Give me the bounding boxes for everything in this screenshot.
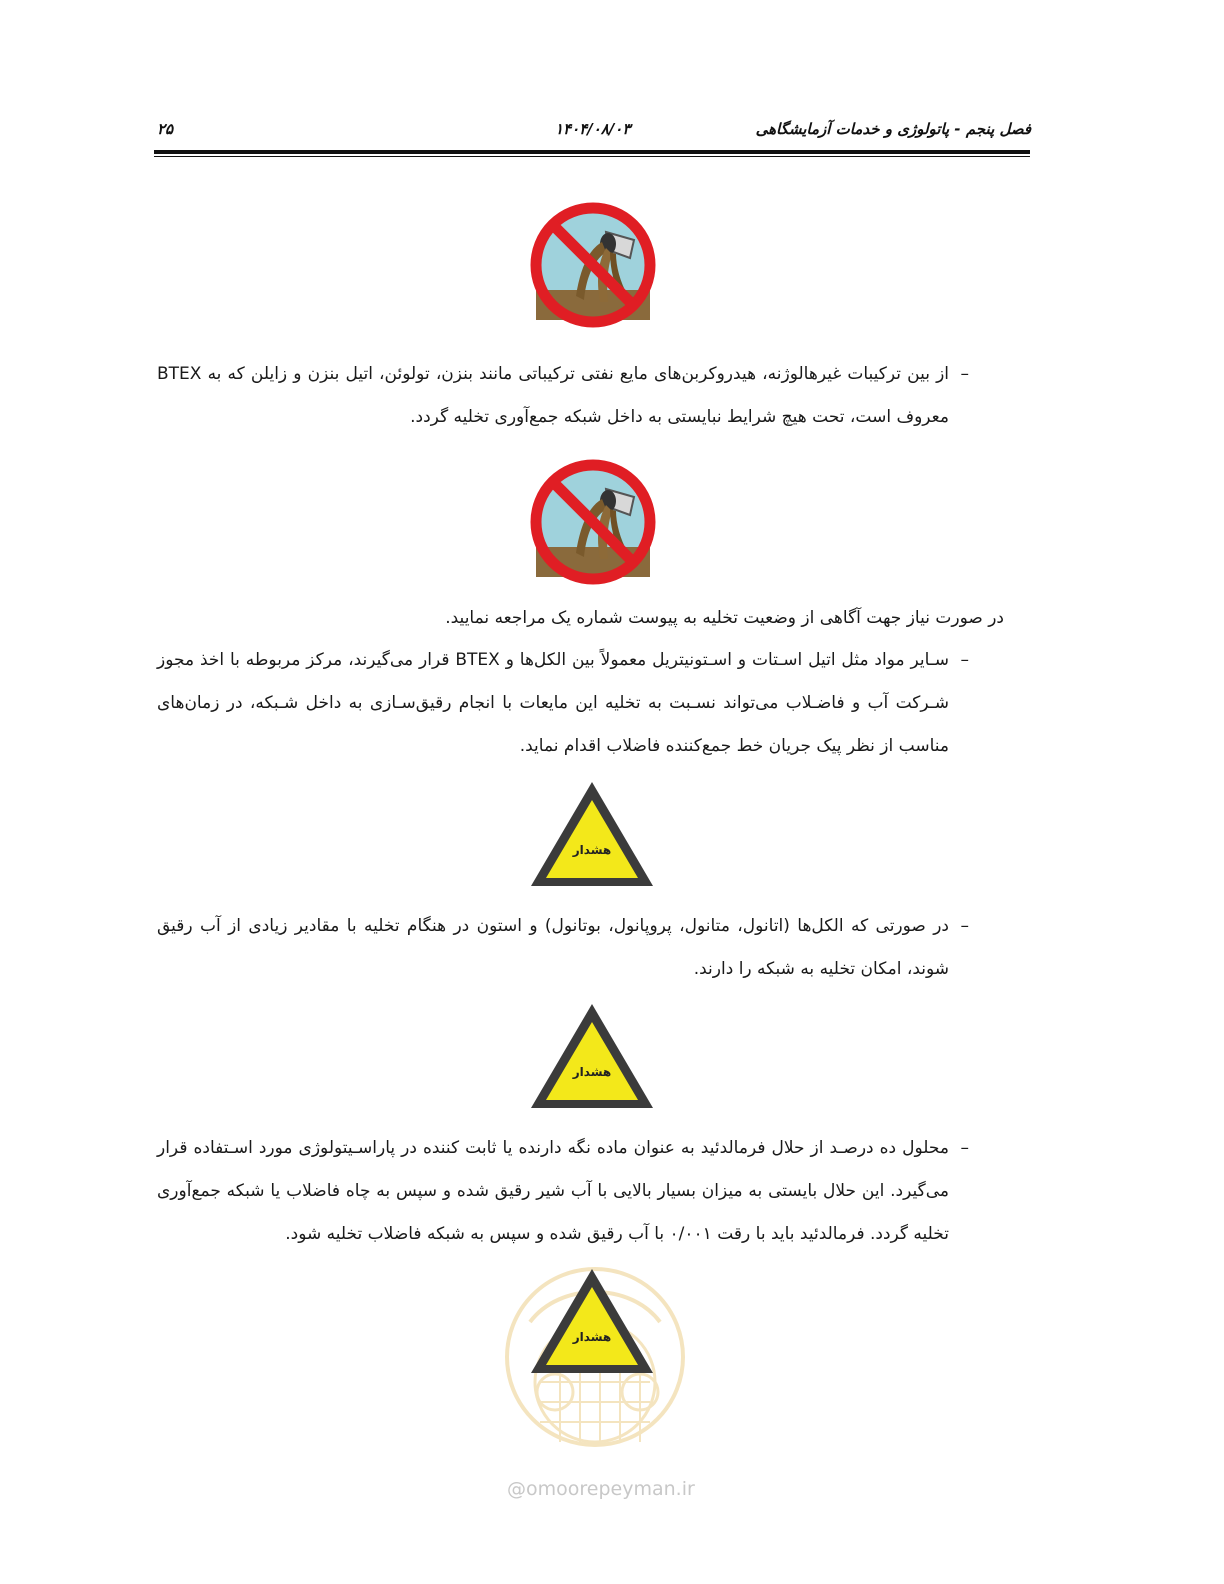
warning-triangle-icon — [527, 1000, 657, 1112]
bullet-dash: – — [960, 650, 969, 670]
paragraph-alcohols: در صورتی که الکل‌ها (اتانول، متانول، پروپانول، بوتانول) و استون در هنگام تخلیه با مقادیر زیادی از آب رقیق شوند، امکان تخلیه به شبکه را دارند. — [157, 916, 949, 979]
warning-label: هشدار — [572, 843, 612, 857]
paragraph-btex: از بین ترکیبات غیرهالوژنه، هیدروکربن‌های مایع نفتی ترکیباتی مانند بنزن، تولوئن، اتیل بنزن و زایلن که به BTEX معروف است، تحت هیچ شرایط نبایستی به داخل شبکه جمع‌آوری تخلیه گردد. — [157, 364, 949, 427]
paragraph-formaldehyde: محلول ده درصـد از حلال فرمالدئید به عنوان ماده نگه دارنده یا ثابت کننده در پاراسـیتولوژی مورد اسـتفاده قرار می‌گیرد. این حلال بایستی به میزان بسیار بالایی با آب شیر رقیق شده و سپس به چاه فاضلاب یا شبکه جمع‌آوری تخلیه گردد. فرمالدئید باید با رقت ۰/۰۰۱ با آب رقیق شده و سپس به شبکه فاضلاب تخلیه شود. — [157, 1138, 949, 1244]
no-discharge-sign-icon — [528, 200, 658, 330]
paragraph-appendix: در صورت نیاز جهت آگاهی از وضعیت تخلیه به پیوست شماره یک مراجعه نمایید. — [445, 608, 1004, 628]
watermark-site-text: @omoorepeyman.ir — [507, 1478, 695, 1500]
warning-triangle-icon — [527, 1265, 657, 1377]
warning-label: هشدار — [572, 1065, 612, 1079]
warning-label: هشدار — [572, 1330, 612, 1344]
paragraph-ethyl-acetate: سـایر مواد مثل اتیل اسـتات و اسـتونیتریل معمولاً بین الکل‌ها و BTEX قرار می‌گیرند، مرکز مربوطه با اخذ مجوز شـرکت آب و فاضـلاب می‌تواند نسـبت به تخلیه این مایعات با انجام رقیق‌سـازی به داخل شـبکه، در زمان‌های مناسب از نظر پیک جریان خط جمع‌کننده فاضلاب اقدام نماید. — [157, 650, 950, 756]
chapter-title: فصل پنجم - پاتولوژی و خدمات آزمایشگاهی — [755, 120, 1031, 138]
header-rule-thick — [154, 150, 1030, 154]
bullet-dash: – — [960, 364, 969, 384]
header-date: ۱۴۰۴/۰۸/۰۳ — [555, 120, 631, 138]
warning-triangle-icon — [527, 778, 657, 890]
no-discharge-sign-icon — [528, 457, 658, 587]
bullet-dash: – — [960, 1138, 969, 1158]
header-rule-thin — [154, 156, 1030, 157]
page-number: ۲۵ — [157, 120, 174, 138]
bullet-dash: – — [960, 916, 969, 936]
